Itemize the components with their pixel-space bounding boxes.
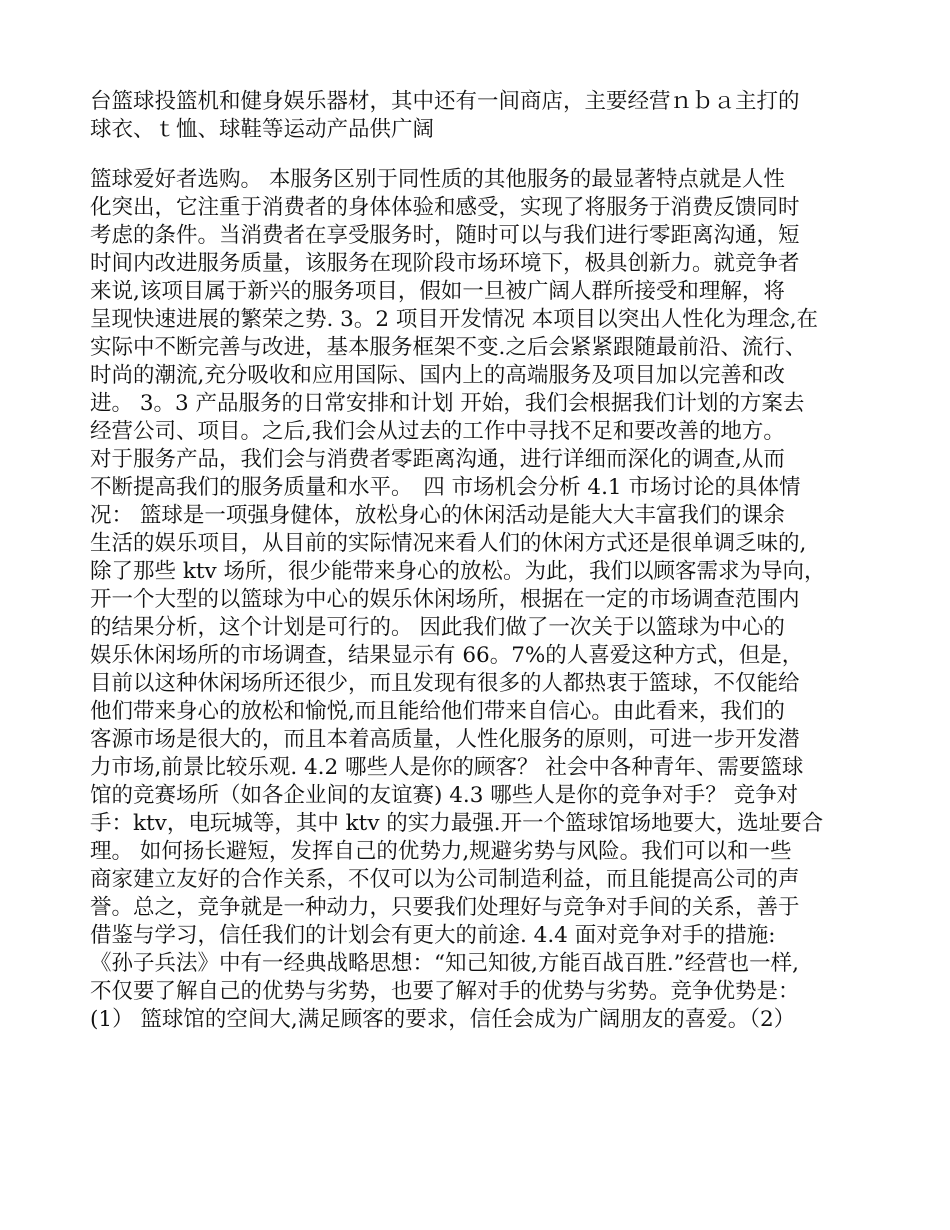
text-line: 况： 篮球是一项强身健体，放松身心的休闲活动是能大大丰富我们的课余 [90, 503, 785, 528]
text-line: 经营公司、项目。之后,我们会从过去的工作中寻找不足和要改善的地方。 [90, 419, 785, 444]
text-line: 商家建立友好的合作关系，不仅可以为公司制造利益，而且能提高公司的声 [90, 867, 800, 892]
text-line: 开一个大型的以篮球为中心的娱乐休闲场所，根据在一定的市场调查范围内 [90, 587, 800, 612]
text-line: 手：ktv，电玩城等，其中 ktv 的实力最强.开一个篮球馆场地要大，选址要合 [90, 811, 824, 836]
text-line: 球衣、ｔ恤、球鞋等运动产品供广阔 [90, 117, 435, 142]
text-line: 力市场,前景比较乐观. 4.2 哪些人是你的顾客？ 社会中各种青年、需要篮球 [90, 755, 804, 780]
text-line: 台篮球投篮机和健身娱乐器材，其中还有一间商店，主要经营ｎｂａ主打的 [90, 89, 800, 114]
text-line: 生活的娱乐项目，从目前的实际情况来看人们的休闲方式还是很单调乏味的, [90, 531, 807, 556]
text-line: 呈现快速进展的繁荣之势. 3。2 项目开发情况 本项目以突出人性化为理念,在 [90, 307, 819, 332]
text-line: 对于服务产品，我们会与消费者零距离沟通，进行详细而深化的调查,从而 [90, 447, 785, 472]
text-line: 不断提高我们的服务质量和水平。 四 市场机会分析 4.1 市场讨论的具体情 [90, 475, 801, 500]
text-line: 誉。总之，竞争就是一种动力，只要我们处理好与竞争对手间的关系，善于 [90, 895, 800, 920]
text-line: 客源市场是很大的，而且本着高质量，人性化服务的原则，可进一步开发潜 [90, 727, 800, 752]
text-line: 娱乐休闲场所的市场调查，结果显示有 66。7%的人喜爱这种方式，但是， [90, 643, 804, 668]
text-line: 借鉴与学习，信任我们的计划会有更大的前途. 4.4 面对竞争对手的措施: [90, 923, 776, 948]
paragraph-1 [90, 88, 870, 144]
text-line: 时间内改进服务质量，该服务在现阶段市场环境下，极具创新力。就竞争者 [90, 251, 800, 276]
text-line: 目前以这种休闲场所还很少，而且发现有很多的人都热衷于篮球，不仅能给 [90, 671, 800, 696]
paragraph-2 [90, 166, 870, 1034]
text-line: 进。 3。3 产品服务的日常安排和计划 开始，我们会根据我们计划的方案去 [90, 391, 805, 416]
text-line: 他们带来身心的放松和愉悦,而且能给他们带来自信心。由此看来，我们的 [90, 699, 785, 724]
text-line: 除了那些 ktv 场所，很少能带来身心的放松。为此，我们以顾客需求为导向， [90, 559, 826, 584]
text-line: 化突出，它注重于消费者的身体体验和感受，实现了将服务于消费反馈同时 [90, 195, 800, 220]
text-line: 实际中不断完善与改进，基本服务框架不变.之后会紧紧跟随最前沿、流行、 [90, 335, 807, 360]
text-line: 馆的竞赛场所（如各企业间的友谊赛) 4.3 哪些人是你的竞争对手？ 竞争对 [90, 783, 799, 808]
text-line: 的结果分析，这个计划是可行的。 因此我们做了一次关于以篮球为中心的 [90, 615, 785, 640]
text-line: (1） 篮球馆的空间大,满足顾客的要求，信任会成为广阔朋友的喜爱。（2） [90, 1007, 796, 1032]
text-line: 理。 如何扬长避短，发挥自己的优势力,规避劣势与风险。我们可以和一些 [90, 839, 792, 864]
text-line: 不仅要了解自己的优势与劣势，也要了解对手的优势与劣势。竞争优势是： [90, 979, 800, 1004]
text-line: 考虑的条件。当消费者在享受服务时，随时可以与我们进行零距离沟通，短 [90, 223, 800, 248]
text-line: 来说,该项目属于新兴的服务项目，假如一旦被广阔人群所接受和理解，将 [90, 279, 785, 304]
text-line: 《孙子兵法》中有一经典战略思想：“知己知彼,方能百战百胜.”经营也一样, [90, 951, 799, 976]
text-line: 时尚的潮流,充分吸收和应用国际、国内上的高端服务及项目加以完善和改 [90, 363, 785, 388]
text-line: 篮球爱好者选购。 本服务区别于同性质的其他服务的最显著特点就是人性 [90, 167, 785, 192]
